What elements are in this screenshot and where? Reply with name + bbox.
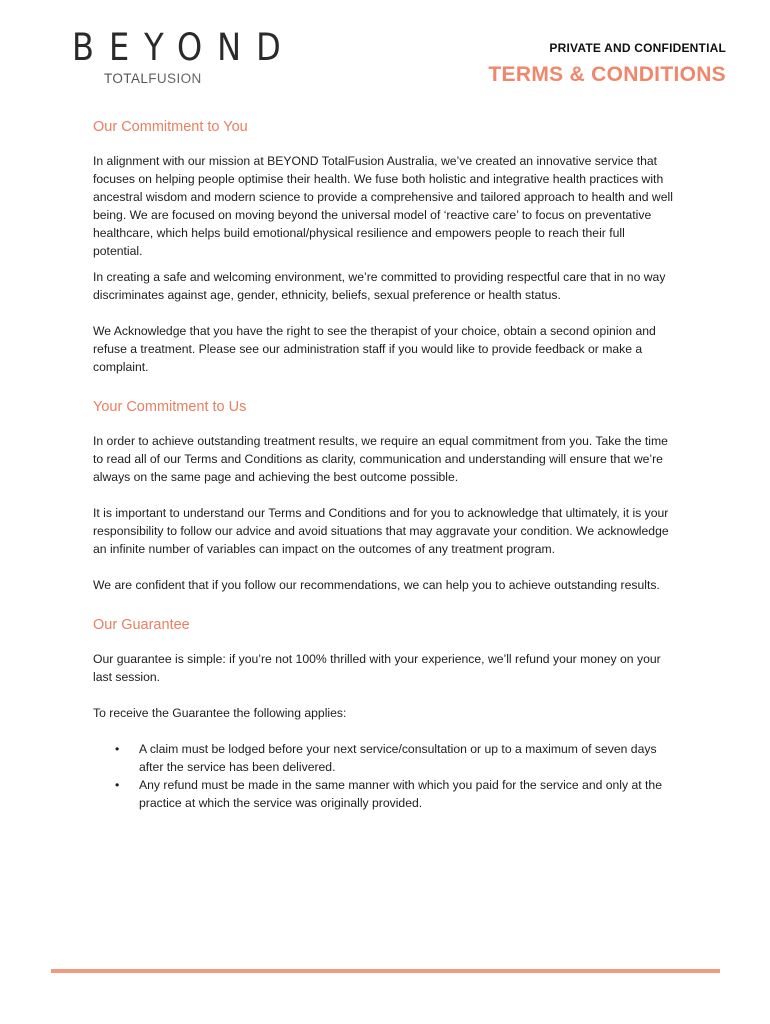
logo-word: BEYOND	[72, 24, 296, 70]
paragraph: It is important to understand our Terms and Conditions and for you to acknowledge that ultimately, it is your responsibility to follow our advice and avoid situations that may aggravate your condition. We acknowledge an infinite number of variables can impact on the outcomes of any treatment program.	[93, 506, 669, 556]
paragraph: Our guarantee is simple: if you’re not 100% thrilled with your experience, we’ll refund your money on your last session.	[93, 652, 661, 684]
paragraph: In order to achieve outstanding treatment results, we require an equal commitment from you. Take the time to read all of our Terms and Conditions as clarity, communication and understanding will ensure that we’re always on the same page and achieving the best outcome possible.	[93, 434, 668, 484]
list-item: • A claim must be lodged before your next service/consultation or up to a maximum of seven days after the service has been delivered.	[139, 740, 677, 776]
footer-divider	[51, 969, 720, 973]
section-commitment-to-you	[93, 118, 677, 376]
paragraph: To receive the Guarantee the following applies:	[93, 706, 347, 720]
logo-sub-total: TOTAL	[104, 71, 149, 86]
paragraph: In creating a safe and welcoming environment, we’re committed to providing respectful care that in no way discriminates against age, gender, ethnicity, beliefs, sexual preference or health status.	[93, 270, 666, 302]
section-title: Your Commitment to Us	[93, 399, 247, 415]
logo-sub-fusion: FUSION	[148, 71, 202, 86]
guarantee-conditions-list	[93, 740, 677, 812]
document-title: TERMS & CONDITIONS	[488, 63, 726, 86]
section-commitment-to-us	[93, 398, 677, 594]
paragraph: We Acknowledge that you have the right to see the therapist of your choice, obtain a second opinion and refuse a treatment. Please see our administration staff if you would like to provide feedback or make a complaint.	[93, 324, 656, 374]
confidential-label: PRIVATE AND CONFIDENTIAL	[549, 41, 726, 55]
document-body	[93, 118, 677, 812]
section-title: Our Guarantee	[93, 617, 190, 633]
section-guarantee	[93, 616, 677, 812]
paragraph: In alignment with our mission at BEYOND TotalFusion Australia, we’ve created an innovative service that focuses on helping people optimise their health. We fuse both holistic and integrative health practices with ancestral wisdom and modern science to provide a comprehensive and tailored approach to health and well being. We are focused on moving beyond the universal model of ‘reactive care’ to focus on preventative healthcare, which helps build emotional/physical resilience and empowers people to reach their full potential.	[93, 154, 673, 258]
paragraph: We are confident that if you follow our recommendations, we can help you to achieve outstanding results.	[93, 578, 660, 592]
list-item: • Any refund must be made in the same manner with which you paid for the service and only at the practice at which the service was originally provided.	[139, 776, 677, 812]
section-title: Our Commitment to You	[93, 119, 248, 135]
logo-subtitle	[104, 71, 202, 86]
